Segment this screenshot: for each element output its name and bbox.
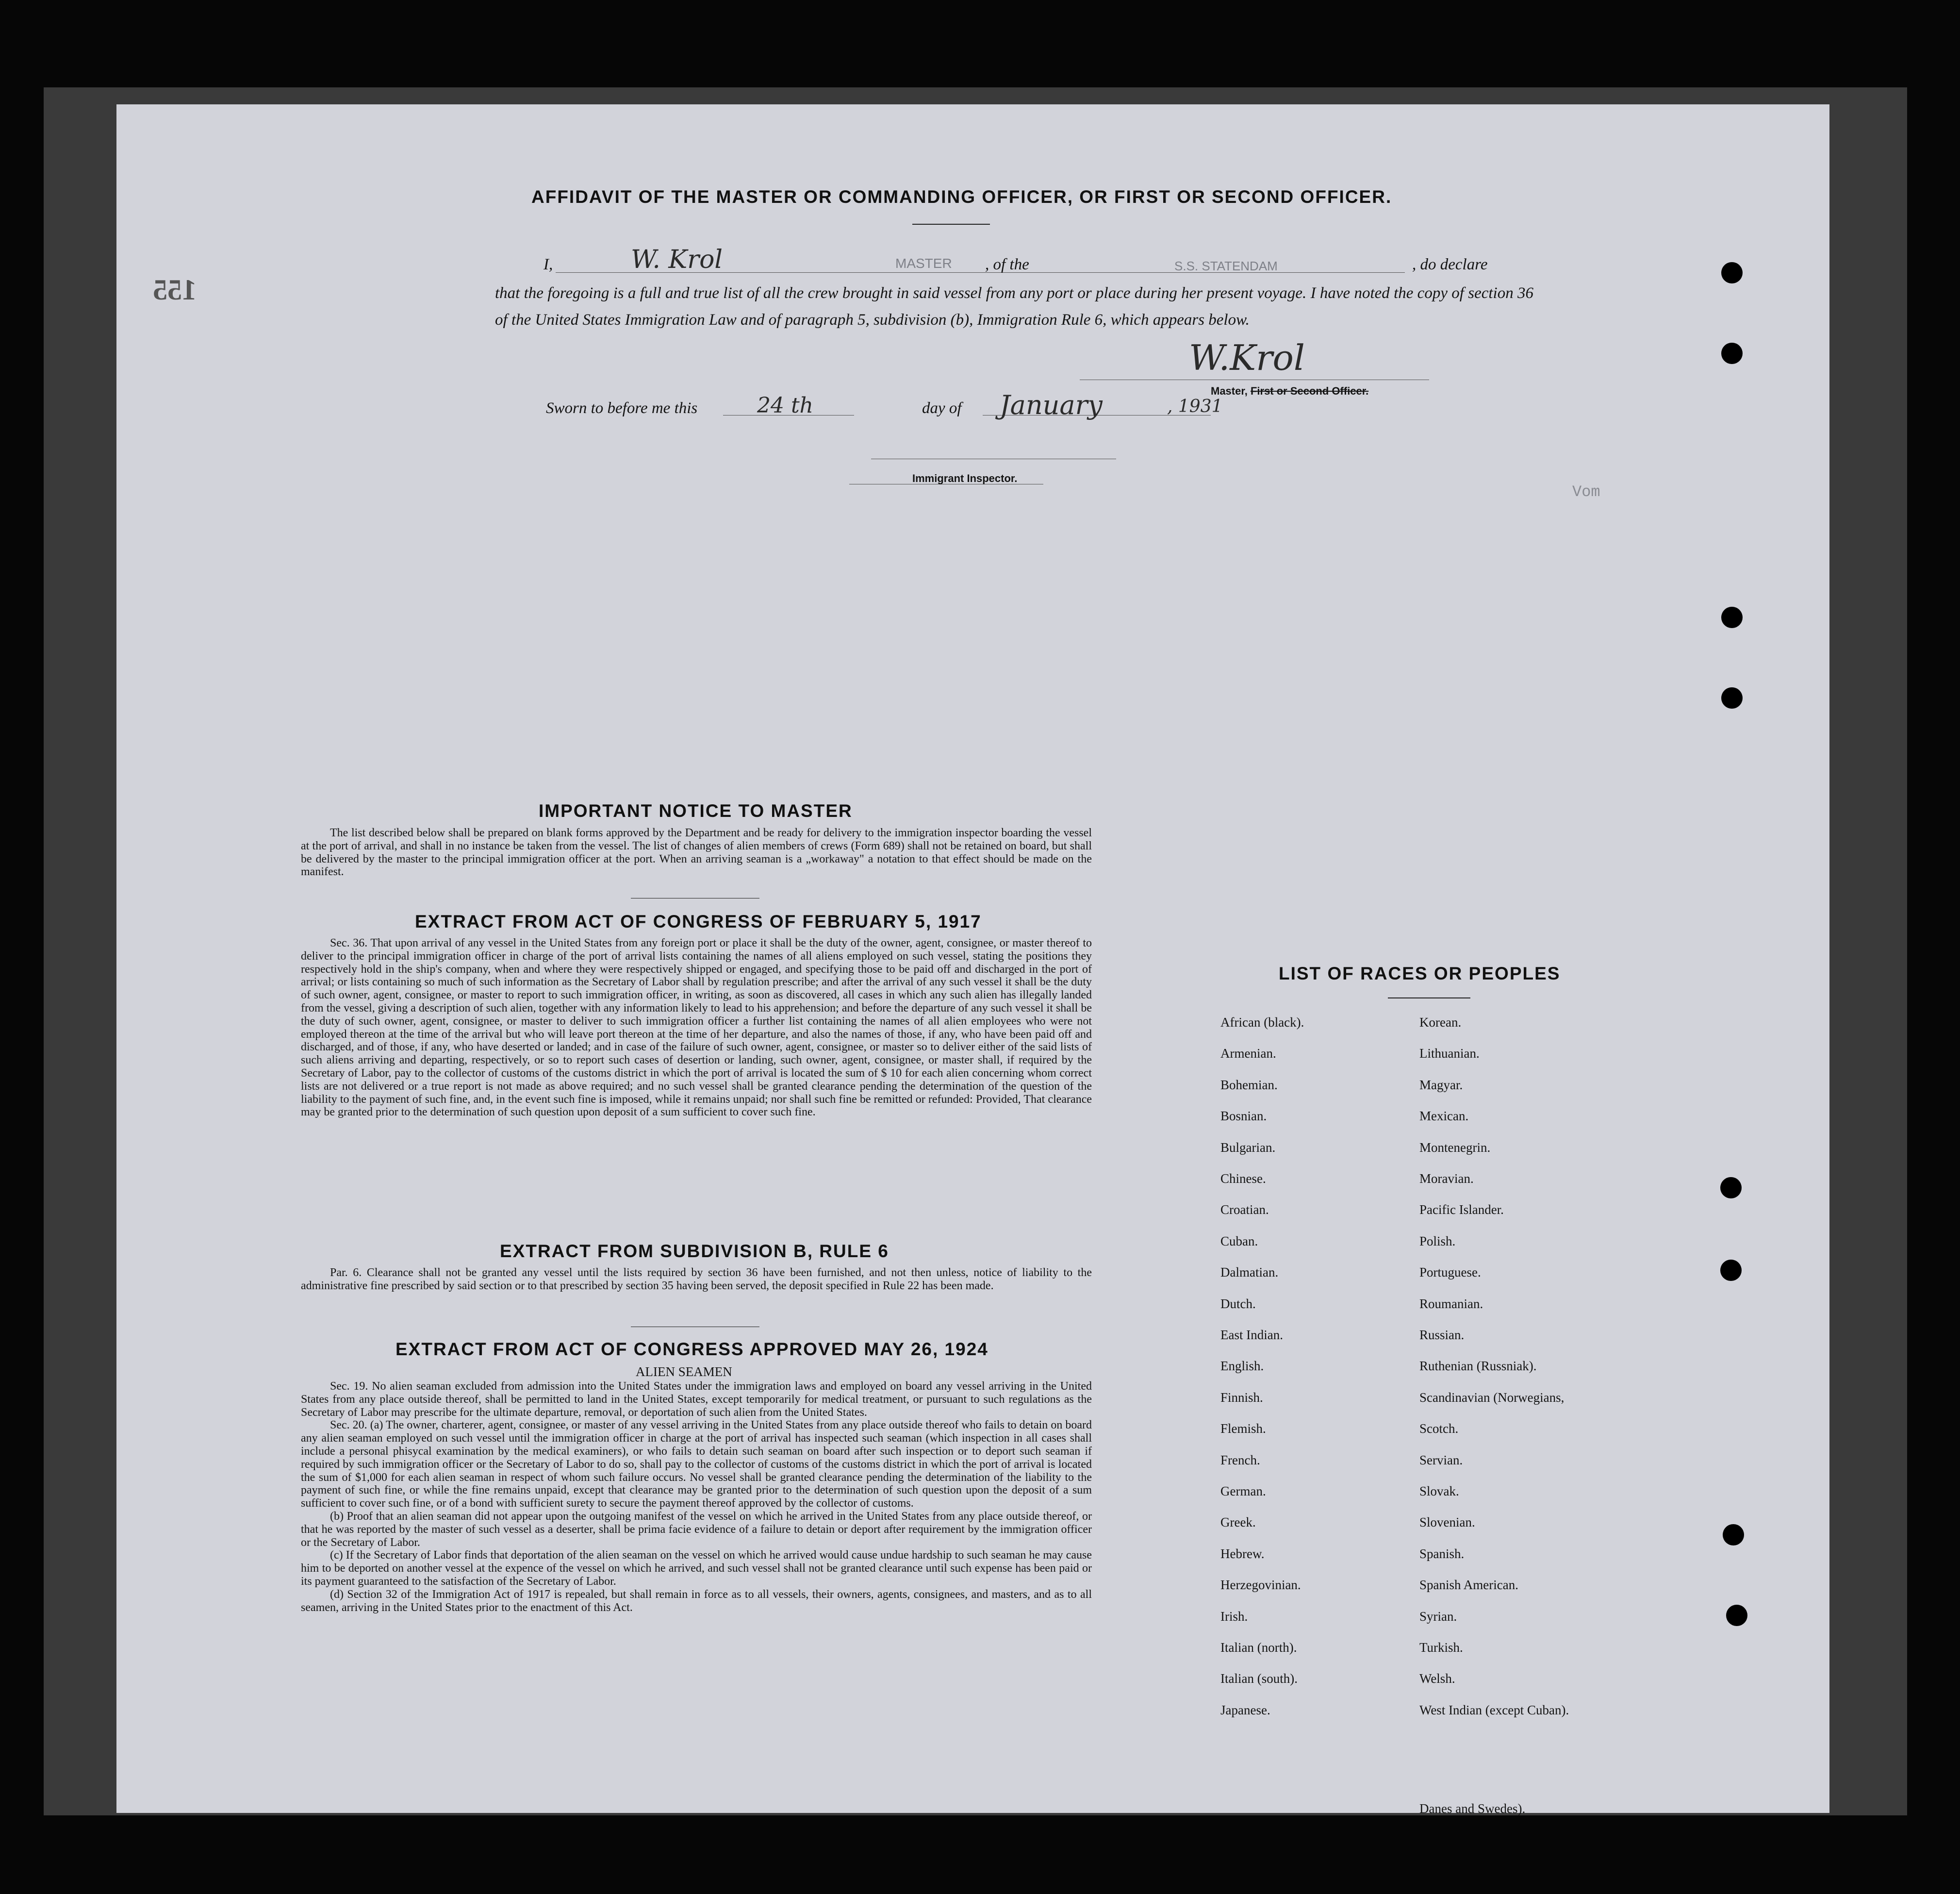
rule6-title: EXTRACT FROM SUBDIVISION B, RULE 6 <box>500 1241 889 1261</box>
races-title: LIST OF RACES OR PEOPLES <box>1279 964 1561 983</box>
race-item-left: Dutch. <box>1220 1296 1256 1311</box>
race-item-left: Armenian. <box>1220 1046 1276 1061</box>
race-item-left: Bohemian. <box>1220 1078 1278 1092</box>
master-role: MASTER <box>895 256 952 271</box>
race-item-left: French. <box>1220 1453 1260 1467</box>
binder-hole <box>1721 607 1743 628</box>
extract-1924-sec20d: (d) Section 32 of the Immigration Act of 1917 is repealed, but shall remain in force as to all vessels, their owners, agents, consignees, and masters, and as to all seamen, arriving in the United States prior to the enactment of this Act. <box>301 1588 1092 1614</box>
race-item-left: Hebrew. <box>1220 1546 1265 1561</box>
race-item-right: Slovenian. <box>1419 1515 1475 1529</box>
sworn-year: , 1931 <box>1167 397 1223 416</box>
race-item-left: Bulgarian. <box>1220 1140 1276 1155</box>
rule6-paragraph: Par. 6. Clearance shall not be granted any vessel until the lists required by section 36 have been furnished, and not then unless, notice of liability to the administrative fine prescribed by said section or to that prescribed by section 35 having been served, the deposit specified in Rule 22 has been made. <box>301 1266 1092 1292</box>
extract-1924-sec20b: (b) Proof that an alien seaman did not appear upon the outgoing manifest of the vessel on which he arrived in the United States from any place outside thereof, or that he was reported by the master of such vessel as a deserter, shall be prima facie evidence of a failure to detain or deport after requirement by the immigration officer or the Secretary of Labor. <box>301 1510 1092 1549</box>
sworn-mid: day of <box>922 399 962 417</box>
race-item-right: Magyar. <box>1419 1078 1463 1092</box>
signature-caption <box>1211 385 1368 398</box>
binder-hole <box>1720 1260 1742 1281</box>
signature-caption-prefix: Master, <box>1211 385 1248 397</box>
race-item-right: Servian. <box>1419 1453 1463 1467</box>
race-item-left: Bosnian. <box>1220 1109 1267 1123</box>
race-item-left: Finnish. <box>1220 1390 1263 1405</box>
declare-mid: , of the <box>985 256 1029 273</box>
races-rule <box>1388 997 1470 998</box>
sworn-month: January <box>1000 390 1103 420</box>
race-item-right: Spanish American. <box>1419 1578 1518 1592</box>
race-item-left: Japanese. <box>1220 1703 1270 1717</box>
race-item-right: Roumanian. <box>1419 1296 1483 1311</box>
binder-hole <box>1721 262 1743 283</box>
race-item-right: Russian. <box>1419 1328 1465 1342</box>
declare-suffix: , do declare <box>1412 256 1488 273</box>
races-right-continuation: Danes and Swedes). <box>1419 1801 1526 1816</box>
race-item-right: Ruthenian (Russniak). <box>1419 1359 1537 1373</box>
race-item-right: Montenegrin. <box>1419 1140 1491 1155</box>
notice-paragraph: The list described below shall be prepared on blank forms approved by the Department and be ready for delivery to the immigration inspector boarding the vessel at the port of arrival, and shall in no instance be taken from the vessel. The list of changes of alien members of crews (Form 689) shall not be retained on board, but shall be delivered by the master to the principal immigration officer at the port. When an arriving seaman is a „workaway" a notation to that effect should be made on the manifest. <box>301 827 1092 879</box>
extract-1924-sec20c: (c) If the Secretary of Labor finds that deportation of the alien seaman on the vessel on which he arrived would cause undue hardship to such seaman he may cause him to be deported on another vessel at the expence of the vessel on which he arrived, and such vessel shall not be granted clearance until such expense has been paid or its payment guaranteed to the satisfaction of the Secretary of Labor. <box>301 1549 1092 1588</box>
race-item-right: Slovak. <box>1419 1484 1459 1498</box>
race-item-right: Scandinavian (Norwegians, <box>1419 1390 1565 1405</box>
race-item-left: Herzegovinian. <box>1220 1578 1301 1592</box>
notice-text <box>301 827 1092 879</box>
binder-hole <box>1721 343 1743 364</box>
vessel-name: S.S. STATENDAM <box>1174 259 1278 273</box>
race-item-left: English. <box>1220 1359 1264 1373</box>
race-item-right: Korean. <box>1419 1015 1462 1030</box>
race-item-right: Pacific Islander. <box>1419 1202 1504 1217</box>
race-item-left: Flemish. <box>1220 1421 1266 1436</box>
race-item-right: Portuguese. <box>1419 1265 1481 1279</box>
extract-1924-sec20a: Sec. 20. (a) The owner, charterer, agent, consignee, or master of any vessel arriving in the United States from any place outside thereof who fails to detain on board any alien seaman employed on such vessel until the immigration officer in charge at the port of arrival has inspected such seaman (which inspection in all cases shall include a personal phisycal examination by the medical examiners), or who fails to detain such seaman on board after such inspection or to deport such seaman if required by such immigration officer or the Secretary of Labor to do so, shall pay to the collector of customs of the customs district in which the port of arrival is located the sum of $1,000 for each alien seaman in respect of whom such failure occurs. No vessel shall be granted clearance pending the determination of the liability to the payment of such fine, or while the fine remains unpaid, except that clearance may be granted prior to the determination of such question upon the deposit of a sum sufficient to cover such fine, or of a bond with sufficient surety to secure the payment thereof approved by the collector of customs. <box>301 1419 1092 1510</box>
race-item-left: German. <box>1220 1484 1266 1498</box>
race-item-right: Turkish. <box>1419 1640 1463 1655</box>
race-item-left: Croatian. <box>1220 1202 1269 1217</box>
race-item-left: Cuban. <box>1220 1234 1258 1248</box>
race-item-left: East Indian. <box>1220 1328 1283 1342</box>
binder-hole <box>1720 1177 1742 1198</box>
side-number: 155 <box>153 274 197 306</box>
race-item-right: Scotch. <box>1419 1421 1459 1436</box>
extract-1924-text <box>301 1380 1092 1614</box>
race-item-right: Polish. <box>1419 1234 1456 1248</box>
binder-hole <box>1726 1605 1747 1626</box>
race-item-right: Spanish. <box>1419 1546 1465 1561</box>
race-item-left: Italian (south). <box>1220 1671 1298 1686</box>
title-rule <box>912 224 990 225</box>
sworn-prefix: Sworn to before me this <box>546 399 698 417</box>
race-item-left: Chinese. <box>1220 1171 1266 1186</box>
race-item-left: African (black). <box>1220 1015 1304 1030</box>
race-item-left: Greek. <box>1220 1515 1256 1529</box>
binder-hole <box>1723 1524 1744 1545</box>
affidavit-body: that the foregoing is a full and true list of all the crew brought in said vessel from any port or place during her present voyage. I have noted the copy of section 36 of the United States Immigration Law and of paragraph 5, subdivision (b), Immigration Rule 6, which appears below. <box>495 284 1533 329</box>
document-page <box>116 104 1829 1816</box>
race-item-left: Italian (north). <box>1220 1640 1297 1655</box>
race-item-right: Mexican. <box>1419 1109 1469 1123</box>
rule6-text <box>301 1266 1092 1293</box>
declare-prefix: I, <box>544 256 553 273</box>
alien-seamen-subtitle: ALIEN SEAMEN <box>636 1364 732 1379</box>
bleed-through: Vom <box>1572 483 1600 501</box>
signature-caption-struck: First or Second Officer. <box>1250 385 1369 397</box>
race-item-right: Moravian. <box>1419 1171 1474 1186</box>
race-item-left: Irish. <box>1220 1609 1248 1624</box>
extract-1917-title: EXTRACT FROM ACT OF CONGRESS OF FEBRUARY 5, 1917 <box>415 912 982 931</box>
master-name: W. Krol <box>631 245 723 274</box>
inspector-caption: Immigrant Inspector. <box>912 472 1018 484</box>
races-list <box>1220 1015 1706 1816</box>
race-item-right: Syrian. <box>1419 1609 1457 1624</box>
extract-1917-text <box>301 937 1092 1119</box>
extract-1917-paragraph: Sec. 36. That upon arrival of any vessel in the United States from any foreign port or place it shall be the duty of the owner, agent, consignee, or master thereof to deliver to the principal immigration officer in charge of the port of arrival lists containing the names of all aliens employed on such vessel, stating the positions they respectively hold in the ship's company, when and where they were respectively shipped or engaged, and specifying those to be paid off and discharged in the port of arrival; or lists containing so much of such information as the Secretary of Labor shall by regulation prescribe; and after the arrival of any such vessel it shall be the duty of such owner, agent, consignee, or master to report to such immigration officer, in writing, as soon as discovered, all cases in which any such alien has illegally landed from the vessel, giving a description of such alien, together with any information likely to lead to his apprehension; and before the departure of any such vessel it shall be the duty of such owner, agent, consignee, or master to deliver to such immigration officer a further list containing the names of all alien employees who were not employed thereon at the time of the arrival but who will leave port thereon at the time of her departure, and also the names of those, if any, who have been paid off and discharged, and of those, if any, who have deserted or landed; and in case of the failure of such owner, agent, consignee, or master so to deliver either of the said lists of such aliens arriving and departing, respectively, or so to report such cases of desertion or landing, such owner, agent, consignee, or master shall, if required by the Secretary of Labor, pay to the collector of customs of the customs district in which the port of arrival is located the sum of $ 10 for each alien concerning whom correct lists are not delivered or a true report is not made as above required; and no such vessel shall be granted clearance pending the determination of the question of the liability to the payment of such fine, and, in the event such fine is imposed, while it remains unpaid; nor shall such fine be remitted or refunded: Provided, That clearance may be granted prior to the determination of such question upon deposit of a sum sufficient to cover such fine. <box>301 937 1092 1119</box>
binder-hole <box>1721 687 1743 709</box>
race-item-right: West Indian (except Cuban). <box>1419 1703 1569 1717</box>
extract-1924-sec19: Sec. 19. No alien seaman excluded from admission into the United States under the immigration laws and employed on board any vessel arriving in the United States from any place outside thereof, shall be permitted to land in the United States, except temporarily for medical treatment, or pursuant to such regulations as the Secretary of Labor may prescribe for the ultimate departure, removal, or deportation of such alien from the United States. <box>301 1380 1092 1419</box>
notice-title: IMPORTANT NOTICE TO MASTER <box>539 801 853 821</box>
race-item-right: Welsh. <box>1419 1671 1455 1686</box>
master-signature: W.Krol <box>1189 337 1305 378</box>
race-item-left: Dalmatian. <box>1220 1265 1279 1279</box>
extract-1924-title: EXTRACT FROM ACT OF CONGRESS APPROVED MAY 26, 1924 <box>395 1339 988 1359</box>
race-item-right: Lithuanian. <box>1419 1046 1480 1061</box>
sworn-day: 24 th <box>757 393 813 418</box>
affidavit-title: AFFIDAVIT OF THE MASTER OR COMMANDING OFFICER, OR FIRST OR SECOND OFFICER. <box>531 187 1392 207</box>
